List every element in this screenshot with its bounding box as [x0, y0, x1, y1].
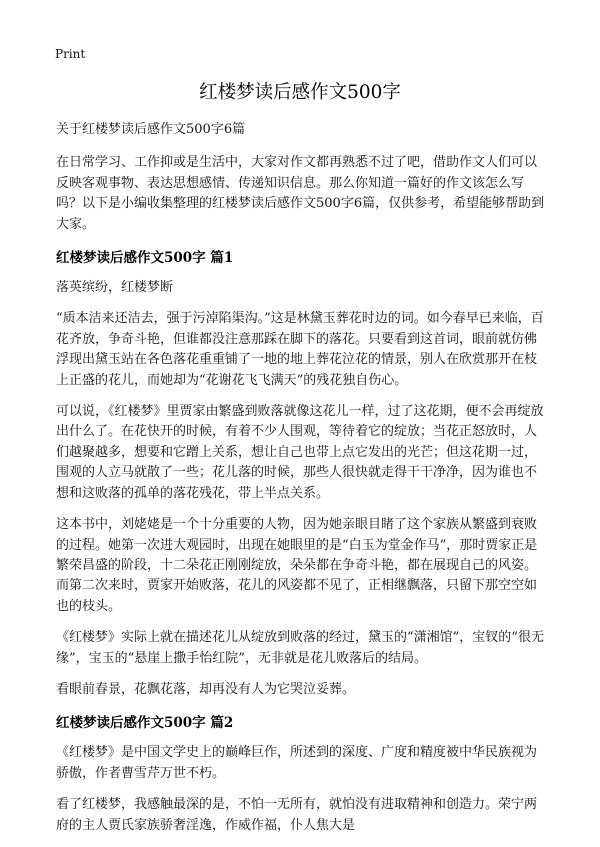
section-paragraph: 《红楼梦》实际上就在描述花儿从绽放到败落的经过，黛玉的“潇湘馆”，宝钗的“很无缘”，宝玉的“悬崖上撒手怡红院”，无非就是花儿败落后的结局。 [56, 630, 544, 666]
section-paragraph: 这本书中，刘姥姥是一个十分重要的人物，因为她亲眼目睹了这个家族从繁盛到衰败的过程。她第一次进大观园时，出现在她眼里的是“白玉为堂金作马”，那时贾家正是繁荣昌盛的阶段，十二朵花正刚刚绽放，朵朵都在争奇斗艳，都在展现自己的风姿。而第二次来时，贾家开始败落，花儿的风姿都不见了，正相继飘落，只留下那空空如也的枝头。 [56, 517, 538, 614]
intro-paragraph: 在日常学习、工作抑或是生活中，大家对作文都再熟悉不过了吧，借助作文人们可以反映客观事物、表达思想感情、传递知识信息。那么你知道一篇好的作文该怎么写吗？以下是小编收集整理的红楼梦读后感作文500字6篇，仅供参考，希望能够帮助到大家。 [56, 155, 545, 232]
article-subtitle: 关于红楼梦读后感作文500字6篇 [56, 122, 246, 137]
section-paragraph: 看眼前春景，花飘花落，却再没有人为它哭泣妥葬。 [56, 681, 356, 697]
section-paragraph: “质本洁来还洁去，强于污淖陷渠沟。”这是林黛玉葬花时边的词。如今春早已来临，百花齐放，争奇斗艳，但谁都没注意那踩在脚下的落花。只要看到这首词，眼前就仿佛浮现出黛玉站在各色落花重重铺了一地的地上葬花泣花的情景，别人在欣赏那开在枝上正盛的花儿，而她却为“花谢花飞飞满天”的残花独自伤心。 [56, 311, 544, 388]
page-title: 红楼梦读后感作文500字 [199, 82, 401, 103]
section-heading: 红楼梦读后感作文500字 篇1 [56, 250, 234, 267]
section-paragraph: 可以说，《红楼梦》里贾家由繁盛到败落就像这花儿一样，过了这花期，便不会再绽放出什么了。在花快开的时候，有着不少人围观，等待着它的绽放；当花正怒放时，人们越聚越多，想要和它蹭上关系，想让自己也带上点它发出的光芒；但这花期一过，围观的人立马就散了一些；花儿落的时候，那些人很快就走得干干净净，因为谁也不想和这败落的孤单的落花残花，带上半点关系。 [56, 404, 544, 501]
section-paragraph: 看了红楼梦，我感触最深的是，不怕一无所有，就怕没有进取精神和创造力。荣宁两府的主人贾氏家族骄奢淫逸，作威作福，仆人焦大是 [56, 797, 538, 833]
article-body [56, 120, 548, 847]
section-paragraph: 落英缤纷，红楼梦断 [56, 280, 174, 296]
print-link[interactable]: Print [55, 47, 86, 61]
section-heading: 红楼梦读后感作文500字 篇2 [56, 715, 234, 732]
section-paragraph: 《红楼梦》是中国文学史上的巅峰巨作，所述到的深度、广度和精度被中华民族视为骄傲，作者曹雪芹万世不朽。 [56, 745, 538, 781]
